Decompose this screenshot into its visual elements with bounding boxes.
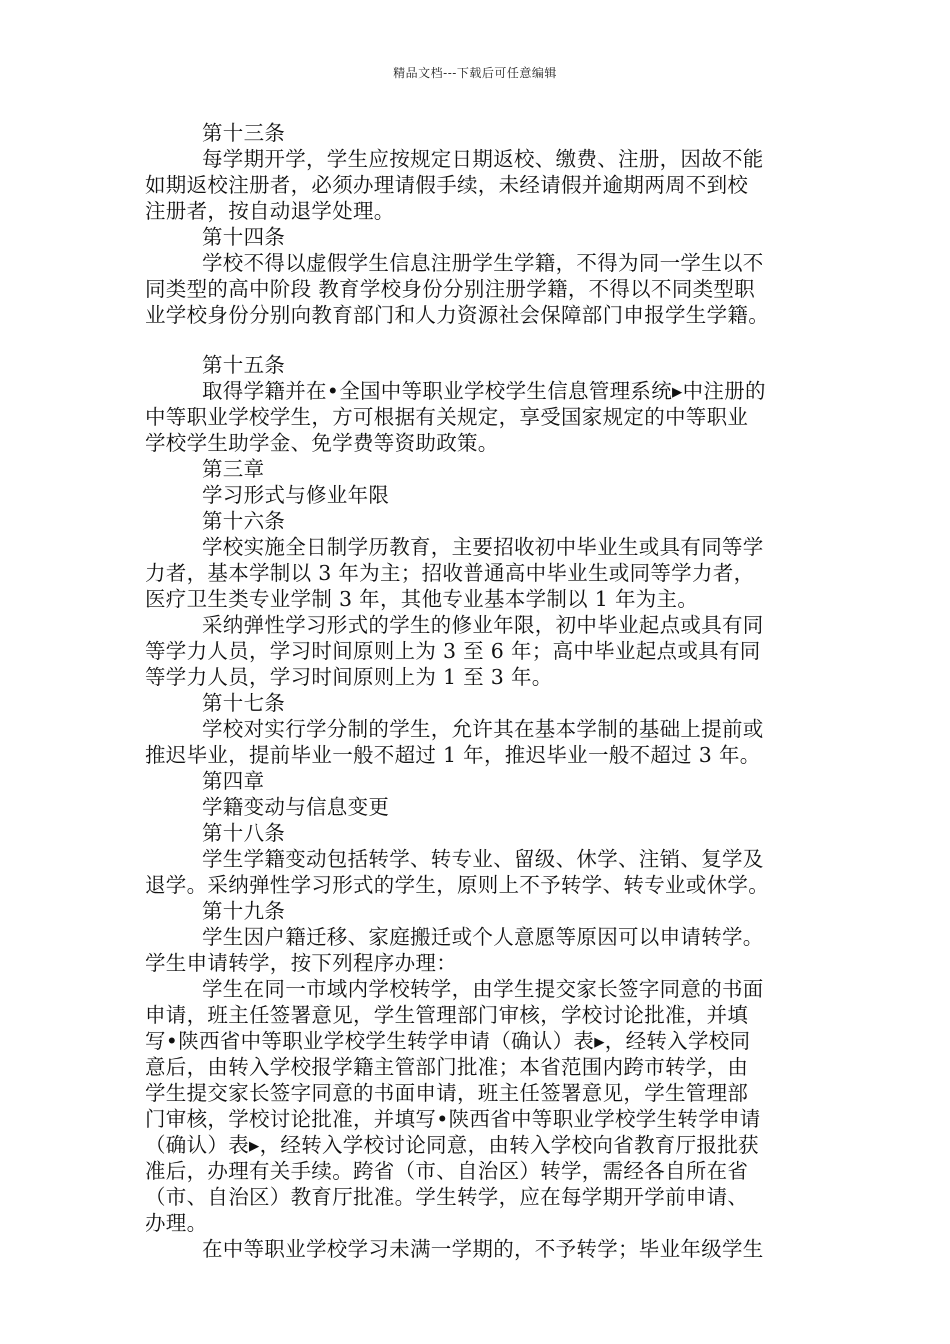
text-line: 学生因户籍迁移、家庭搬迁或个人意愿等原因可以申请转学。: [202, 925, 764, 949]
text-line: 学校实施全日制学历教育，主要招收初中毕业生或具有同等学: [202, 535, 764, 559]
page-header: 精品文档---下载后可任意编辑: [393, 66, 557, 80]
text-line: 学生提交家长签字同意的书面申请，班主任签署意见，学生管理部: [145, 1081, 749, 1105]
text-line: 第十四条: [202, 225, 286, 249]
text-line: 写•陕西省中等职业学校学生转学申请（确认）表▸，经转入学校同: [145, 1029, 751, 1053]
text-line: 同类型的高中阶段 教育学校身份分别注册学籍，不得以不同类型职: [145, 277, 756, 301]
text-line: 学校对实行学分制的学生，允许其在基本学制的基础上提前或: [202, 717, 764, 741]
text-line: 第十七条: [202, 691, 286, 715]
text-line: 在中等职业学校学习未满一学期的，不予转学；毕业年级学生: [202, 1237, 764, 1261]
text-line: 每学期开学，学生应按规定日期返校、缴费、注册，因故不能: [202, 147, 764, 171]
text-line: 第十九条: [202, 899, 286, 923]
text-line: 推迟毕业，提前毕业一般不超过 1 年，推迟毕业一般不超过 3 年。: [145, 743, 761, 767]
text-line: 业学校身份分别向教育部门和人力资源社会保障部门申报学生学籍。: [145, 303, 769, 327]
document-body: [145, 120, 810, 1262]
text-line: 学校不得以虚假学生信息注册学生学籍，不得为同一学生以不: [202, 251, 764, 275]
text-line: 第十五条: [202, 353, 286, 377]
text-line: 申请，班主任签署意见，学生管理部门审核，学校讨论批准，并填: [145, 1003, 749, 1027]
text-line: 中等职业学校学生，方可根据有关规定，享受国家规定的中等职业: [145, 405, 749, 429]
text-line: 学校学生助学金、免学费等资助政策。: [145, 431, 499, 455]
text-line: 意后，由转入学校报学籍主管部门批准；本省范围内跨市转学，由: [145, 1055, 749, 1079]
text-line: 力者，基本学制以 3 年为主；招收普通高中毕业生或同等学力者，: [145, 561, 755, 585]
text-line: 取得学籍并在•全国中等职业学校学生信息管理系统▸中注册的: [202, 379, 766, 403]
text-line: 采纳弹性学习形式的学生的修业年限，初中毕业起点或具有同: [202, 613, 764, 637]
text-line: 学生在同一市域内学校转学，由学生提交家长签字同意的书面: [202, 977, 764, 1001]
text-line: 退学。采纳弹性学习形式的学生，原则上不予转学、转专业或休学。: [145, 873, 769, 897]
text-line: 门审核，学校讨论批准，并填写•陕西省中等职业学校学生转学申请: [145, 1107, 761, 1131]
text-line: （确认）表▸，经转入学校讨论同意，由转入学校向省教育厅报批获: [145, 1133, 759, 1157]
text-line: 医疗卫生类专业学制 3 年，其他专业基本学制以 1 年为主。: [145, 587, 699, 611]
text-line: 学生申请转学，按下列程序办理：: [145, 951, 457, 975]
text-line: （市、自治区）教育厅批准。学生转学，应在每学期开学前申请、: [145, 1185, 749, 1209]
text-line: 第十八条: [202, 821, 286, 845]
text-line: 第十三条: [202, 121, 286, 145]
text-line: 办理。: [145, 1211, 208, 1235]
text-line: 第三章: [202, 457, 265, 481]
text-line: 等学力人员，学习时间原则上为 3 至 6 年；高中毕业起点或具有同: [145, 639, 761, 663]
text-line: 准后，办理有关手续。跨省（市、自治区）转学，需经各自所在省: [145, 1159, 749, 1183]
text-line: 学生学籍变动包括转学、转专业、留级、休学、注销、复学及: [202, 847, 764, 871]
text-line: 学籍变动与信息变更: [202, 795, 390, 819]
text-line: 如期返校注册者，必须办理请假手续，未经请假并逾期两周不到校: [145, 173, 749, 197]
text-line: 第十六条: [202, 509, 286, 533]
text-line: 学习形式与修业年限: [202, 483, 390, 507]
text-line: 注册者，按自动退学处理。: [145, 199, 395, 223]
text-line: 第四章: [202, 769, 265, 793]
text-line: 等学力人员，学习时间原则上为 1 至 3 年。: [145, 665, 553, 689]
blank-line: [145, 328, 810, 352]
